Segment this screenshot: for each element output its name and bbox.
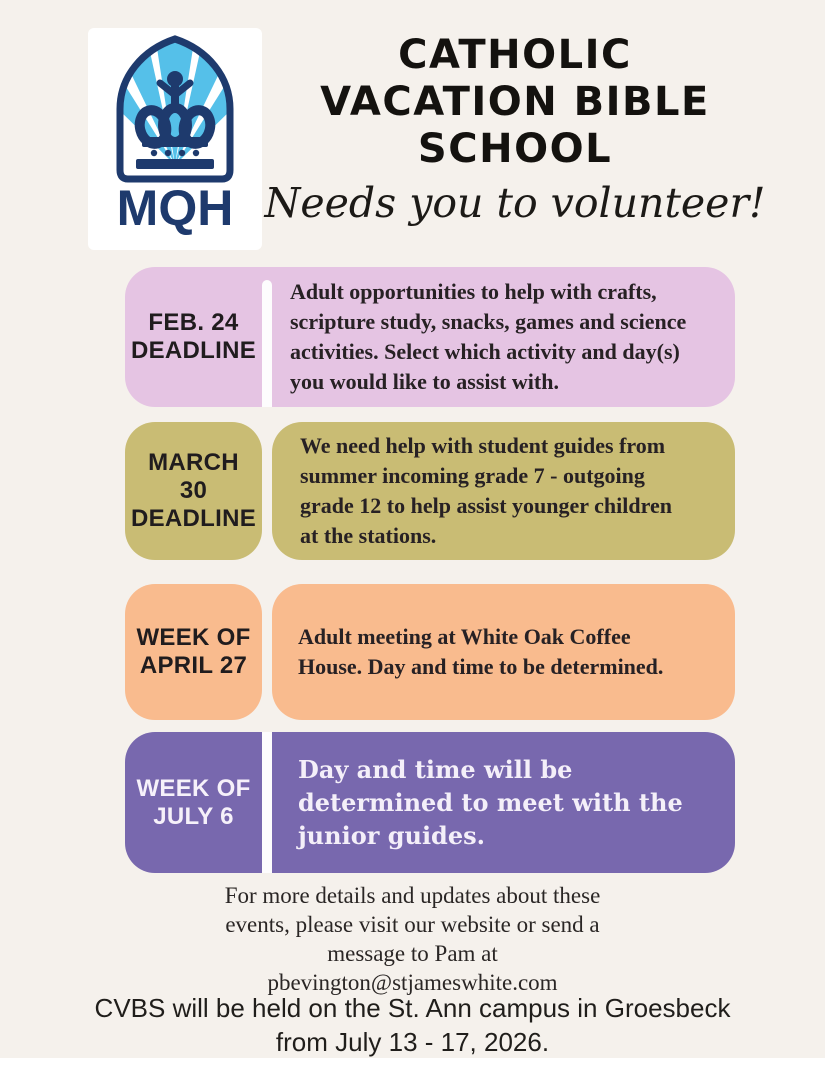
row-divider — [262, 280, 272, 407]
date-label-line: MARCH — [148, 449, 239, 476]
row-description-box — [272, 267, 735, 407]
subtitle: Needs you to volunteer! — [264, 179, 766, 227]
row-description: We need help with student guides from summer incoming grade 7 - outgoing grade 12 to help assist younger children at the stations. — [300, 433, 672, 548]
date-label-line: APRIL 27 — [139, 652, 248, 679]
row-date-label — [125, 732, 262, 873]
date-label-line: WEEK OF — [136, 774, 251, 802]
location-note — [0, 991, 825, 1058]
contact-email: pbevington@stjameswhite.com — [267, 970, 558, 995]
date-label-line: JULY 6 — [153, 802, 234, 830]
schedule-row-march30 — [125, 422, 735, 560]
row-description: Adult opportunities to help with crafts, scripture study, snacks, games and science activities. Select which activity and day(s) you would like to assist with. — [290, 279, 687, 394]
date-label-line: DEADLINE — [130, 337, 257, 364]
schedule-row-april27 — [125, 584, 735, 720]
title-line-3: SCHOOL — [417, 126, 613, 172]
page-title — [260, 32, 770, 173]
row-date-label — [125, 267, 262, 407]
row-description-box — [272, 732, 735, 873]
row-divider — [262, 732, 272, 873]
date-label-line: DEADLINE — [130, 505, 257, 532]
row-date-label — [125, 422, 262, 560]
crown-arch-icon — [100, 33, 250, 185]
row-description-box — [272, 584, 735, 720]
date-label-line: WEEK OF — [136, 624, 251, 651]
row-date-label — [125, 584, 262, 720]
date-label-line: 30 — [179, 477, 208, 504]
row-description: Day and time will be determined to meet with the junior guides. — [298, 755, 683, 850]
contact-line: message to Pam at — [327, 941, 498, 966]
title-block — [260, 32, 770, 226]
contact-line: For more details and updates about these — [224, 883, 601, 908]
schedule-row-july6 — [125, 732, 735, 873]
row-description-box — [272, 422, 735, 560]
contact-line: events, please visit our website or send a — [225, 912, 600, 937]
location-line: CVBS will be held on the St. Ann campus in Groesbeck — [94, 993, 731, 1023]
mqh-logo — [88, 28, 262, 250]
logo-monogram: MQH — [116, 180, 234, 236]
schedule-row-feb24 — [125, 267, 735, 407]
title-line-2: VACATION BIBLE — [320, 79, 710, 125]
date-label-line: FEB. 24 — [148, 309, 239, 336]
title-line-1: CATHOLIC — [398, 32, 632, 78]
contact-note — [0, 881, 825, 997]
row-description: Adult meeting at White Oak Coffee House. Day and time to be determined. — [298, 624, 664, 679]
location-line: from July 13 - 17, 2026. — [275, 1027, 550, 1057]
